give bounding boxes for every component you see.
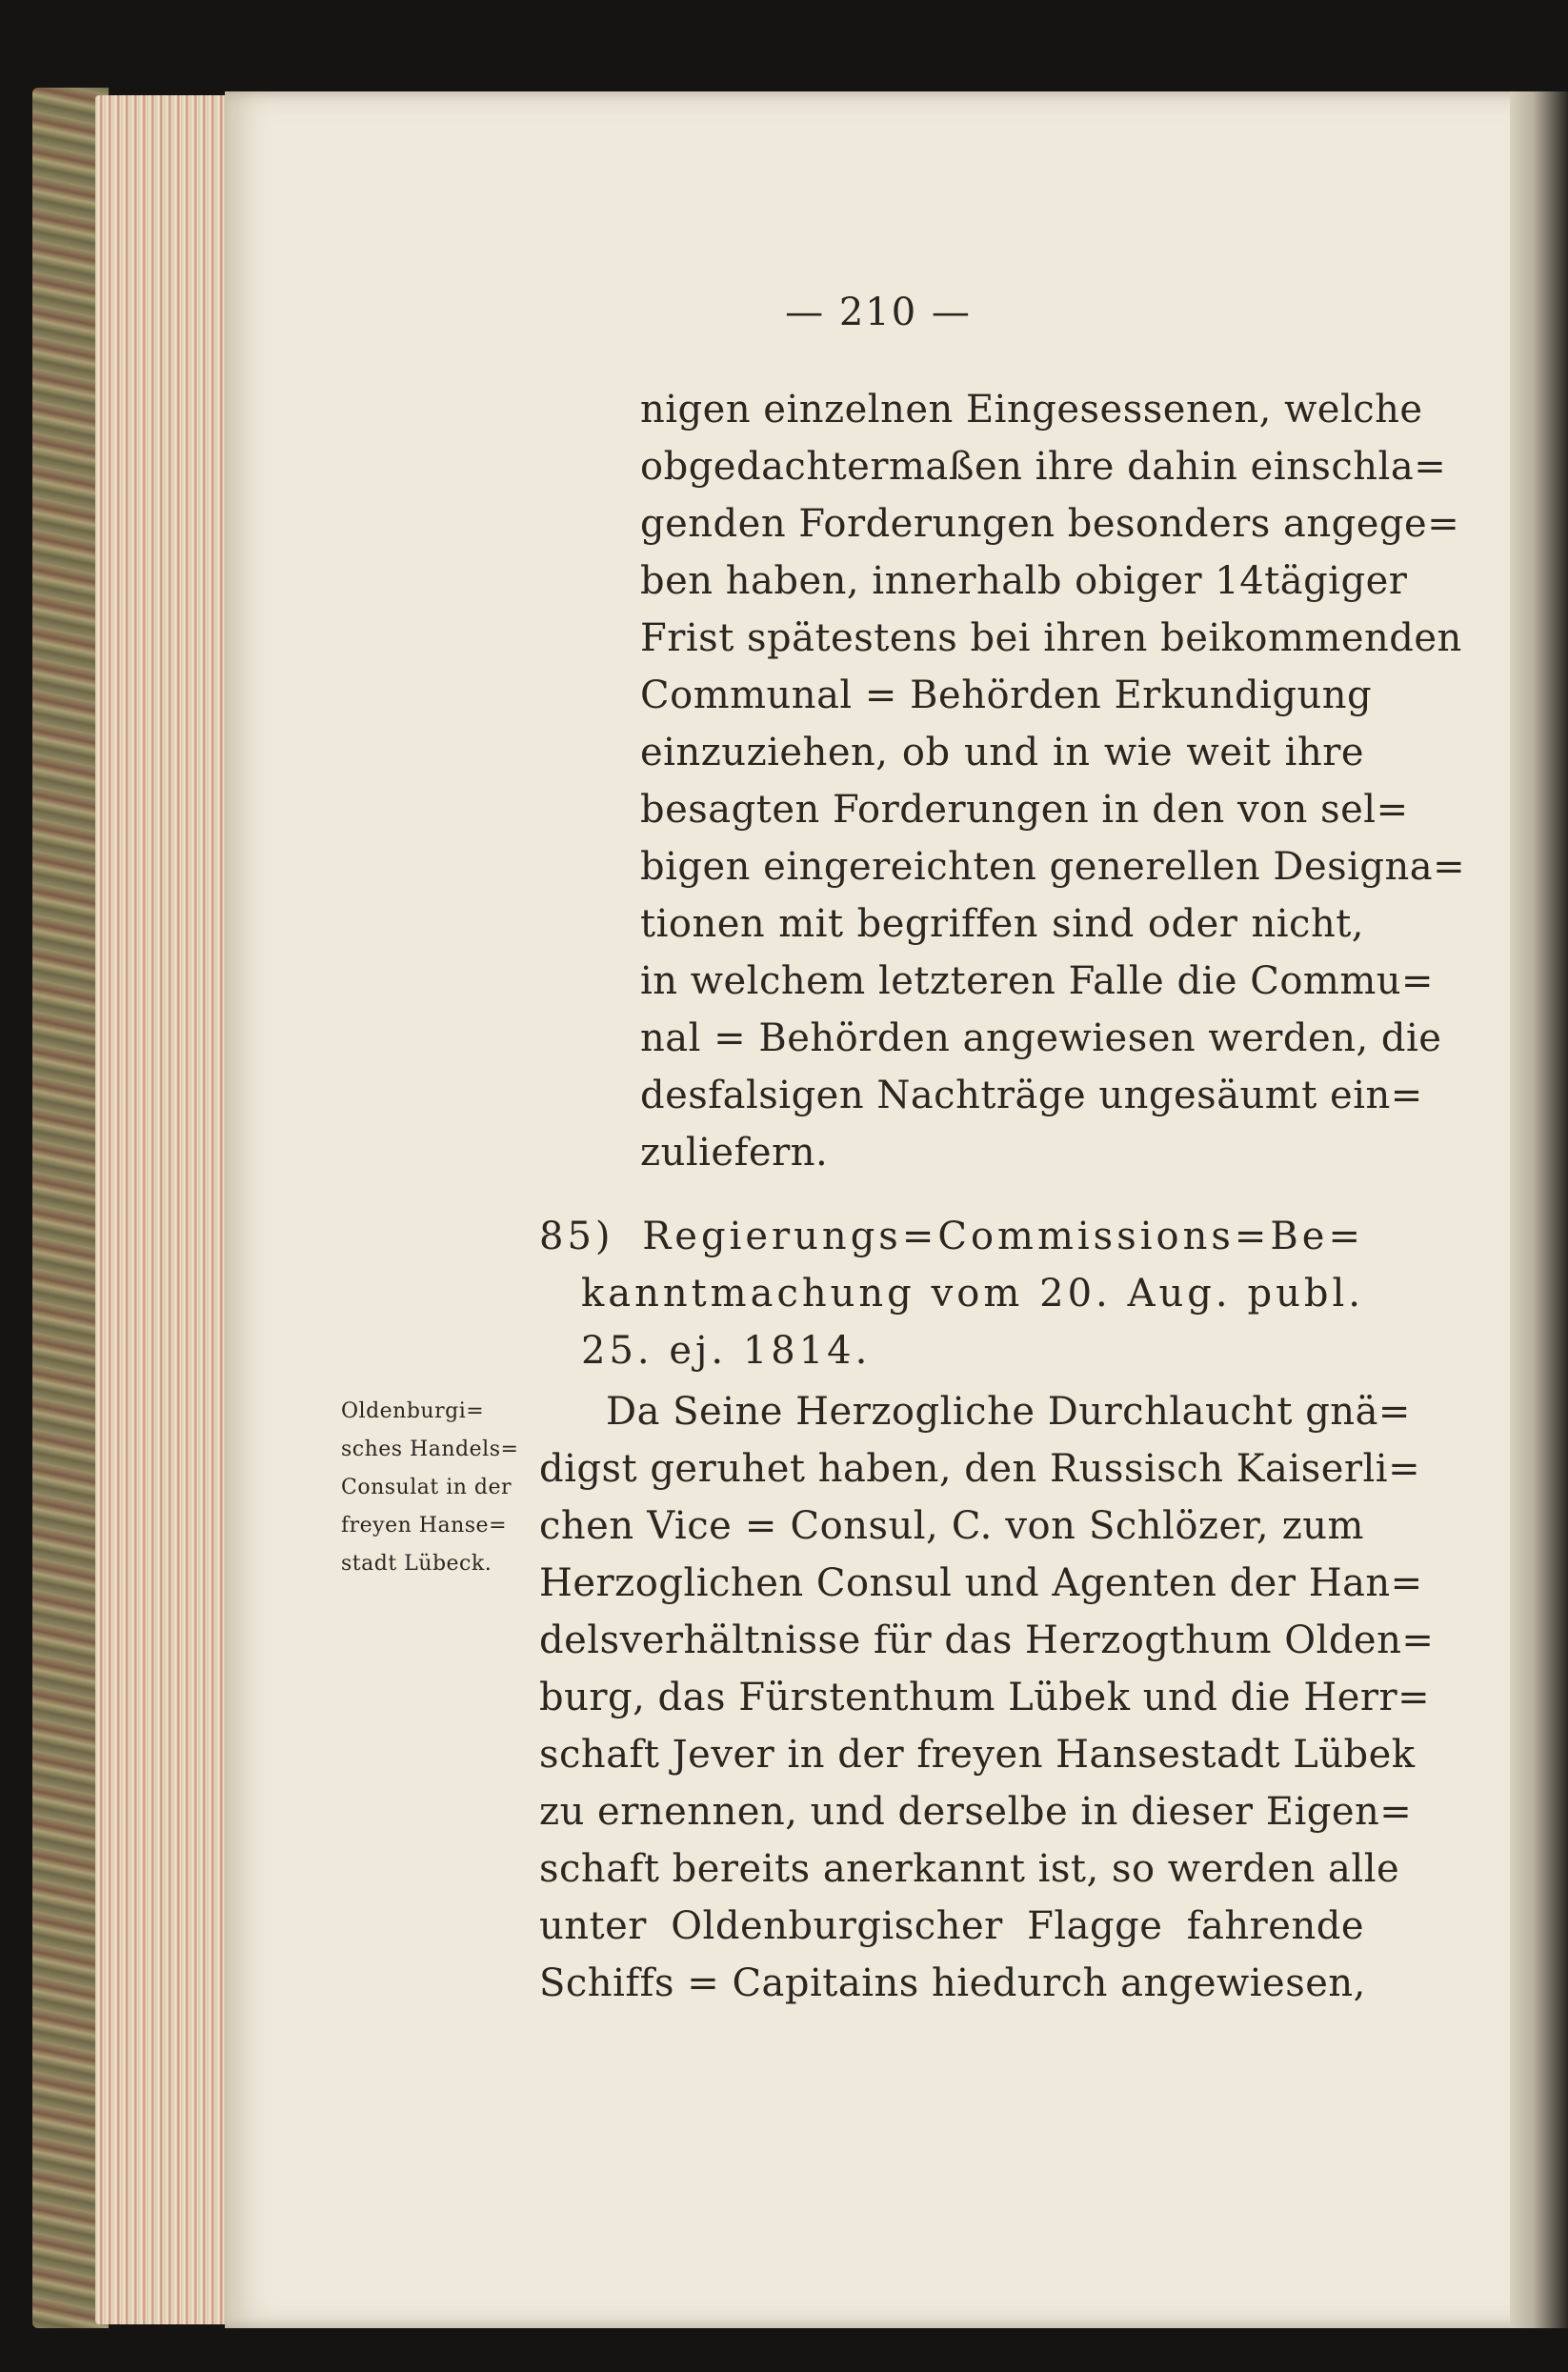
margin-note-line: Consulat in der [341,1476,513,1499]
text-line: delsverhältnisse für das Herzogthum Olden= [539,1618,1435,1662]
text-line: Da Seine Herzogliche Durchlaucht gnä= [606,1390,1411,1434]
text-line: obgedachtermaßen ihre dahin einschla= [640,445,1447,489]
text-line: zu ernennen, und derselbe in dieser Eigen= [539,1790,1413,1834]
section-heading [539,1208,1364,1379]
text-line: unter Oldenburgischer Flagge fahrende [539,1904,1364,1948]
text-line: Schiffs = Capitains hiedurch angewiesen, [539,1961,1366,2005]
text-line: schaft bereits anerkannt ist, so werden alle [539,1847,1400,1891]
text-line: desfalsigen Nachträge ungesäumt ein= [640,1074,1423,1117]
margin-note [341,1393,532,1583]
margin-note-line: freyen Hanse= [341,1514,508,1538]
continuation-paragraph [640,381,1466,1181]
page-gutter [1510,91,1568,2328]
section-paragraph [539,1383,1435,2012]
text-line: tionen mit begriffen sind oder nicht, [640,902,1364,946]
text-line: Communal = Behörden Erkundigung [640,673,1373,717]
margin-note-line: Oldenburgi= [341,1399,485,1423]
text-line: Frist spätestens bei ihren beikommenden [640,616,1462,660]
text-line: einzuziehen, ob und in wie weit ihre [640,731,1364,774]
text-line: nigen einzelnen Eingesessenen, welche [640,388,1423,432]
text-line: schaft Jever in der freyen Hansestadt Lübek [539,1733,1416,1777]
text-line: chen Vice = Consul, C. von Schlözer, zum [539,1504,1364,1548]
margin-note-line: stadt Lübeck. [341,1552,493,1576]
text-line: nal = Behörden angewiesen werden, die [640,1016,1442,1060]
text-line: genden Forderungen besonders angege= [640,502,1460,546]
heading-line: 85) Regierungs=Commissions=Be= [539,1215,1364,1258]
text-line: besagten Forderungen in den von sel= [640,788,1409,832]
text-line: burg, das Fürstenthum Lübek und die Herr= [539,1676,1431,1719]
page-block-edge [95,95,236,2324]
text-line: zuliefern. [640,1131,829,1175]
text-line: ben haben, innerhalb obiger 14tägiger [640,559,1408,603]
text-line: Herzoglichen Consul und Agenten der Han= [539,1561,1423,1605]
text-line: bigen eingereichten generellen Designa= [640,845,1466,889]
heading-line: kanntmachung vom 20. Aug. publ. [581,1272,1364,1316]
heading-line: 25. ej. 1814. [581,1329,872,1373]
margin-note-line: sches Handels= [341,1437,519,1461]
text-line: in welchem letzteren Falle die Commu= [640,959,1435,1003]
text-line: digst geruhet haben, den Russisch Kaiserli= [539,1447,1421,1491]
page-number-header: — 210 — [785,291,972,334]
